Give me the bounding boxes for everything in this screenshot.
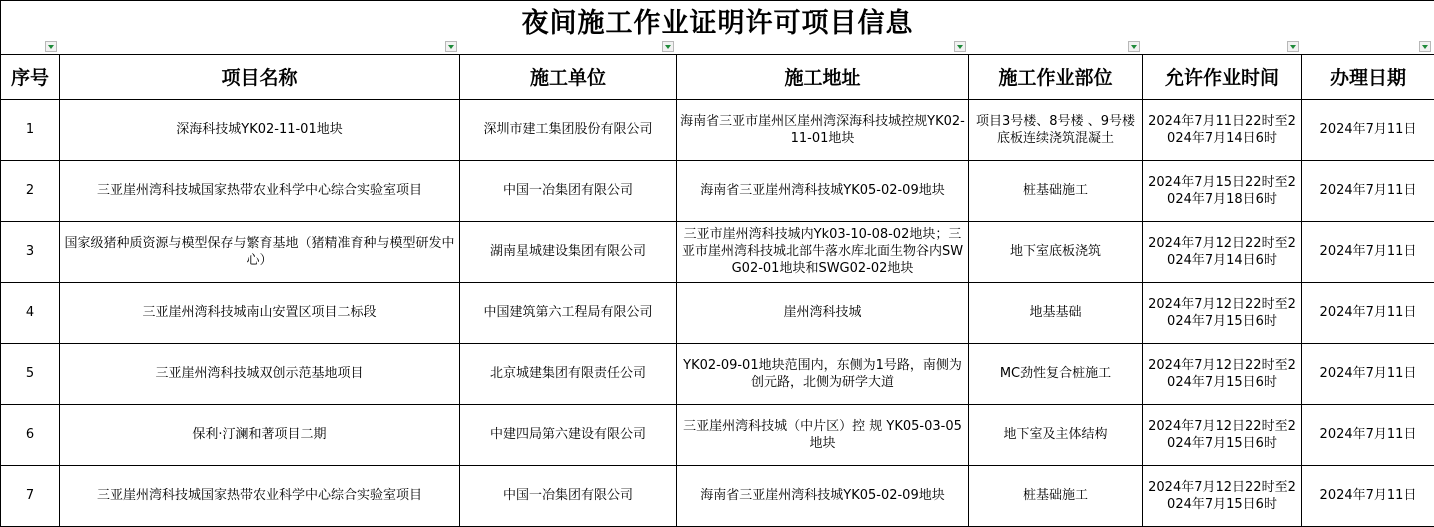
- header-row: [1, 54, 1434, 99]
- table-row: [1, 282, 1434, 343]
- cell-address: 三亚崖州湾科技城（中片区）控 规 YK05-03-05 地块: [677, 404, 969, 465]
- cell-name: 三亚崖州湾科技城南山安置区项目二标段: [60, 282, 460, 343]
- cell-unit: 深圳市建工集团股份有限公司: [460, 99, 677, 160]
- cell-date: 2024年7月11日: [1302, 404, 1434, 465]
- filter-dropdown-icon[interactable]: [954, 41, 966, 52]
- cell-date: 2024年7月11日: [1302, 465, 1434, 526]
- table-row: [1, 99, 1434, 160]
- cell-name: 国家级猪种质资源与模型保存与繁育基地（猪精准育种与模型研发中心）: [60, 221, 460, 282]
- table-row: [1, 221, 1434, 282]
- cell-date: 2024年7月11日: [1302, 343, 1434, 404]
- cell-address: 海南省三亚崖州湾科技城YK05-02-09地块: [677, 160, 969, 221]
- header-cell-part: 施工作业部位: [969, 54, 1143, 99]
- header-cell-name: 项目名称: [60, 54, 460, 99]
- filter-row: [1, 40, 1434, 54]
- table-row: [1, 343, 1434, 404]
- cell-part: 地下室及主体结构: [969, 404, 1143, 465]
- cell-address: 海南省三亚市崖州区崖州湾深海科技城控规YK02-11-01地块: [677, 99, 969, 160]
- cell-time: 2024年7月12日22时至2024年7月15日6时: [1143, 282, 1302, 343]
- cell-unit: 中国建筑第六工程局有限公司: [460, 282, 677, 343]
- cell-unit: 湖南星城建设集团有限公司: [460, 221, 677, 282]
- cell-address: 海南省三亚崖州湾科技城YK05-02-09地块: [677, 465, 969, 526]
- cell-address: YK02-09-01地块范围内，东侧为1号路，南侧为创元路，北侧为研学大道: [677, 343, 969, 404]
- cell-name: 深海科技城YK02-11-01地块: [60, 99, 460, 160]
- cell-name: 保利·汀澜和著项目二期: [60, 404, 460, 465]
- cell-time: 2024年7月12日22时至2024年7月14日6时: [1143, 221, 1302, 282]
- cell-part: MC劲性复合桩施工: [969, 343, 1143, 404]
- cell-date: 2024年7月11日: [1302, 99, 1434, 160]
- cell-name: 三亚崖州湾科技城国家热带农业科学中心综合实验室项目: [60, 160, 460, 221]
- header-cell-no: 序号: [1, 54, 60, 99]
- header-cell-date: 办理日期: [1302, 54, 1434, 99]
- filter-dropdown-icon[interactable]: [1287, 41, 1299, 52]
- header-cell-unit: 施工单位: [460, 54, 677, 99]
- cell-no: 7: [1, 465, 60, 526]
- cell-unit: 中建四局第六建设有限公司: [460, 404, 677, 465]
- cell-address: 三亚市崖州湾科技城内Yk03-10-08-02地块；三亚市崖州湾科技城北部牛落水库北面生物谷内SWG02-01地块和SWG02-02地块: [677, 221, 969, 282]
- cell-time: 2024年7月15日22时至2024年7月18日6时: [1143, 160, 1302, 221]
- cell-date: 2024年7月11日: [1302, 282, 1434, 343]
- cell-no: 5: [1, 343, 60, 404]
- cell-name: 三亚崖州湾科技城国家热带农业科学中心综合实验室项目: [60, 465, 460, 526]
- header-cell-time: 允许作业时间: [1143, 54, 1302, 99]
- cell-part: 地基基础: [969, 282, 1143, 343]
- cell-no: 2: [1, 160, 60, 221]
- cell-no: 4: [1, 282, 60, 343]
- table-title: 夜间施工作业证明许可项目信息: [1, 1, 1434, 41]
- cell-unit: 北京城建集团有限责任公司: [460, 343, 677, 404]
- cell-name: 三亚崖州湾科技城双创示范基地项目: [60, 343, 460, 404]
- cell-time: 2024年7月12日22时至2024年7月15日6时: [1143, 343, 1302, 404]
- cell-date: 2024年7月11日: [1302, 221, 1434, 282]
- cell-date: 2024年7月11日: [1302, 160, 1434, 221]
- cell-unit: 中国一冶集团有限公司: [460, 160, 677, 221]
- cell-unit: 中国一冶集团有限公司: [460, 465, 677, 526]
- filter-dropdown-icon[interactable]: [1419, 41, 1431, 52]
- cell-part: 项目3号楼、8号楼 、9号楼底板连续浇筑混凝土: [969, 99, 1143, 160]
- table-row: [1, 160, 1434, 221]
- cell-part: 桩基础施工: [969, 465, 1143, 526]
- cell-no: 3: [1, 221, 60, 282]
- header-cell-address: 施工地址: [677, 54, 969, 99]
- cell-part: 地下室底板浇筑: [969, 221, 1143, 282]
- cell-time: 2024年7月12日22时至2024年7月15日6时: [1143, 404, 1302, 465]
- cell-time: 2024年7月11日22时至2024年7月14日6时: [1143, 99, 1302, 160]
- cell-time: 2024年7月12日22时至2024年7月15日6时: [1143, 465, 1302, 526]
- filter-dropdown-icon[interactable]: [662, 41, 674, 52]
- filter-dropdown-icon[interactable]: [1128, 41, 1140, 52]
- table-row: [1, 404, 1434, 465]
- table-row: [1, 465, 1434, 526]
- cell-address: 崖州湾科技城: [677, 282, 969, 343]
- filter-dropdown-icon[interactable]: [45, 41, 57, 52]
- cell-part: 桩基础施工: [969, 160, 1143, 221]
- cell-no: 6: [1, 404, 60, 465]
- filter-dropdown-icon[interactable]: [445, 41, 457, 52]
- cell-no: 1: [1, 99, 60, 160]
